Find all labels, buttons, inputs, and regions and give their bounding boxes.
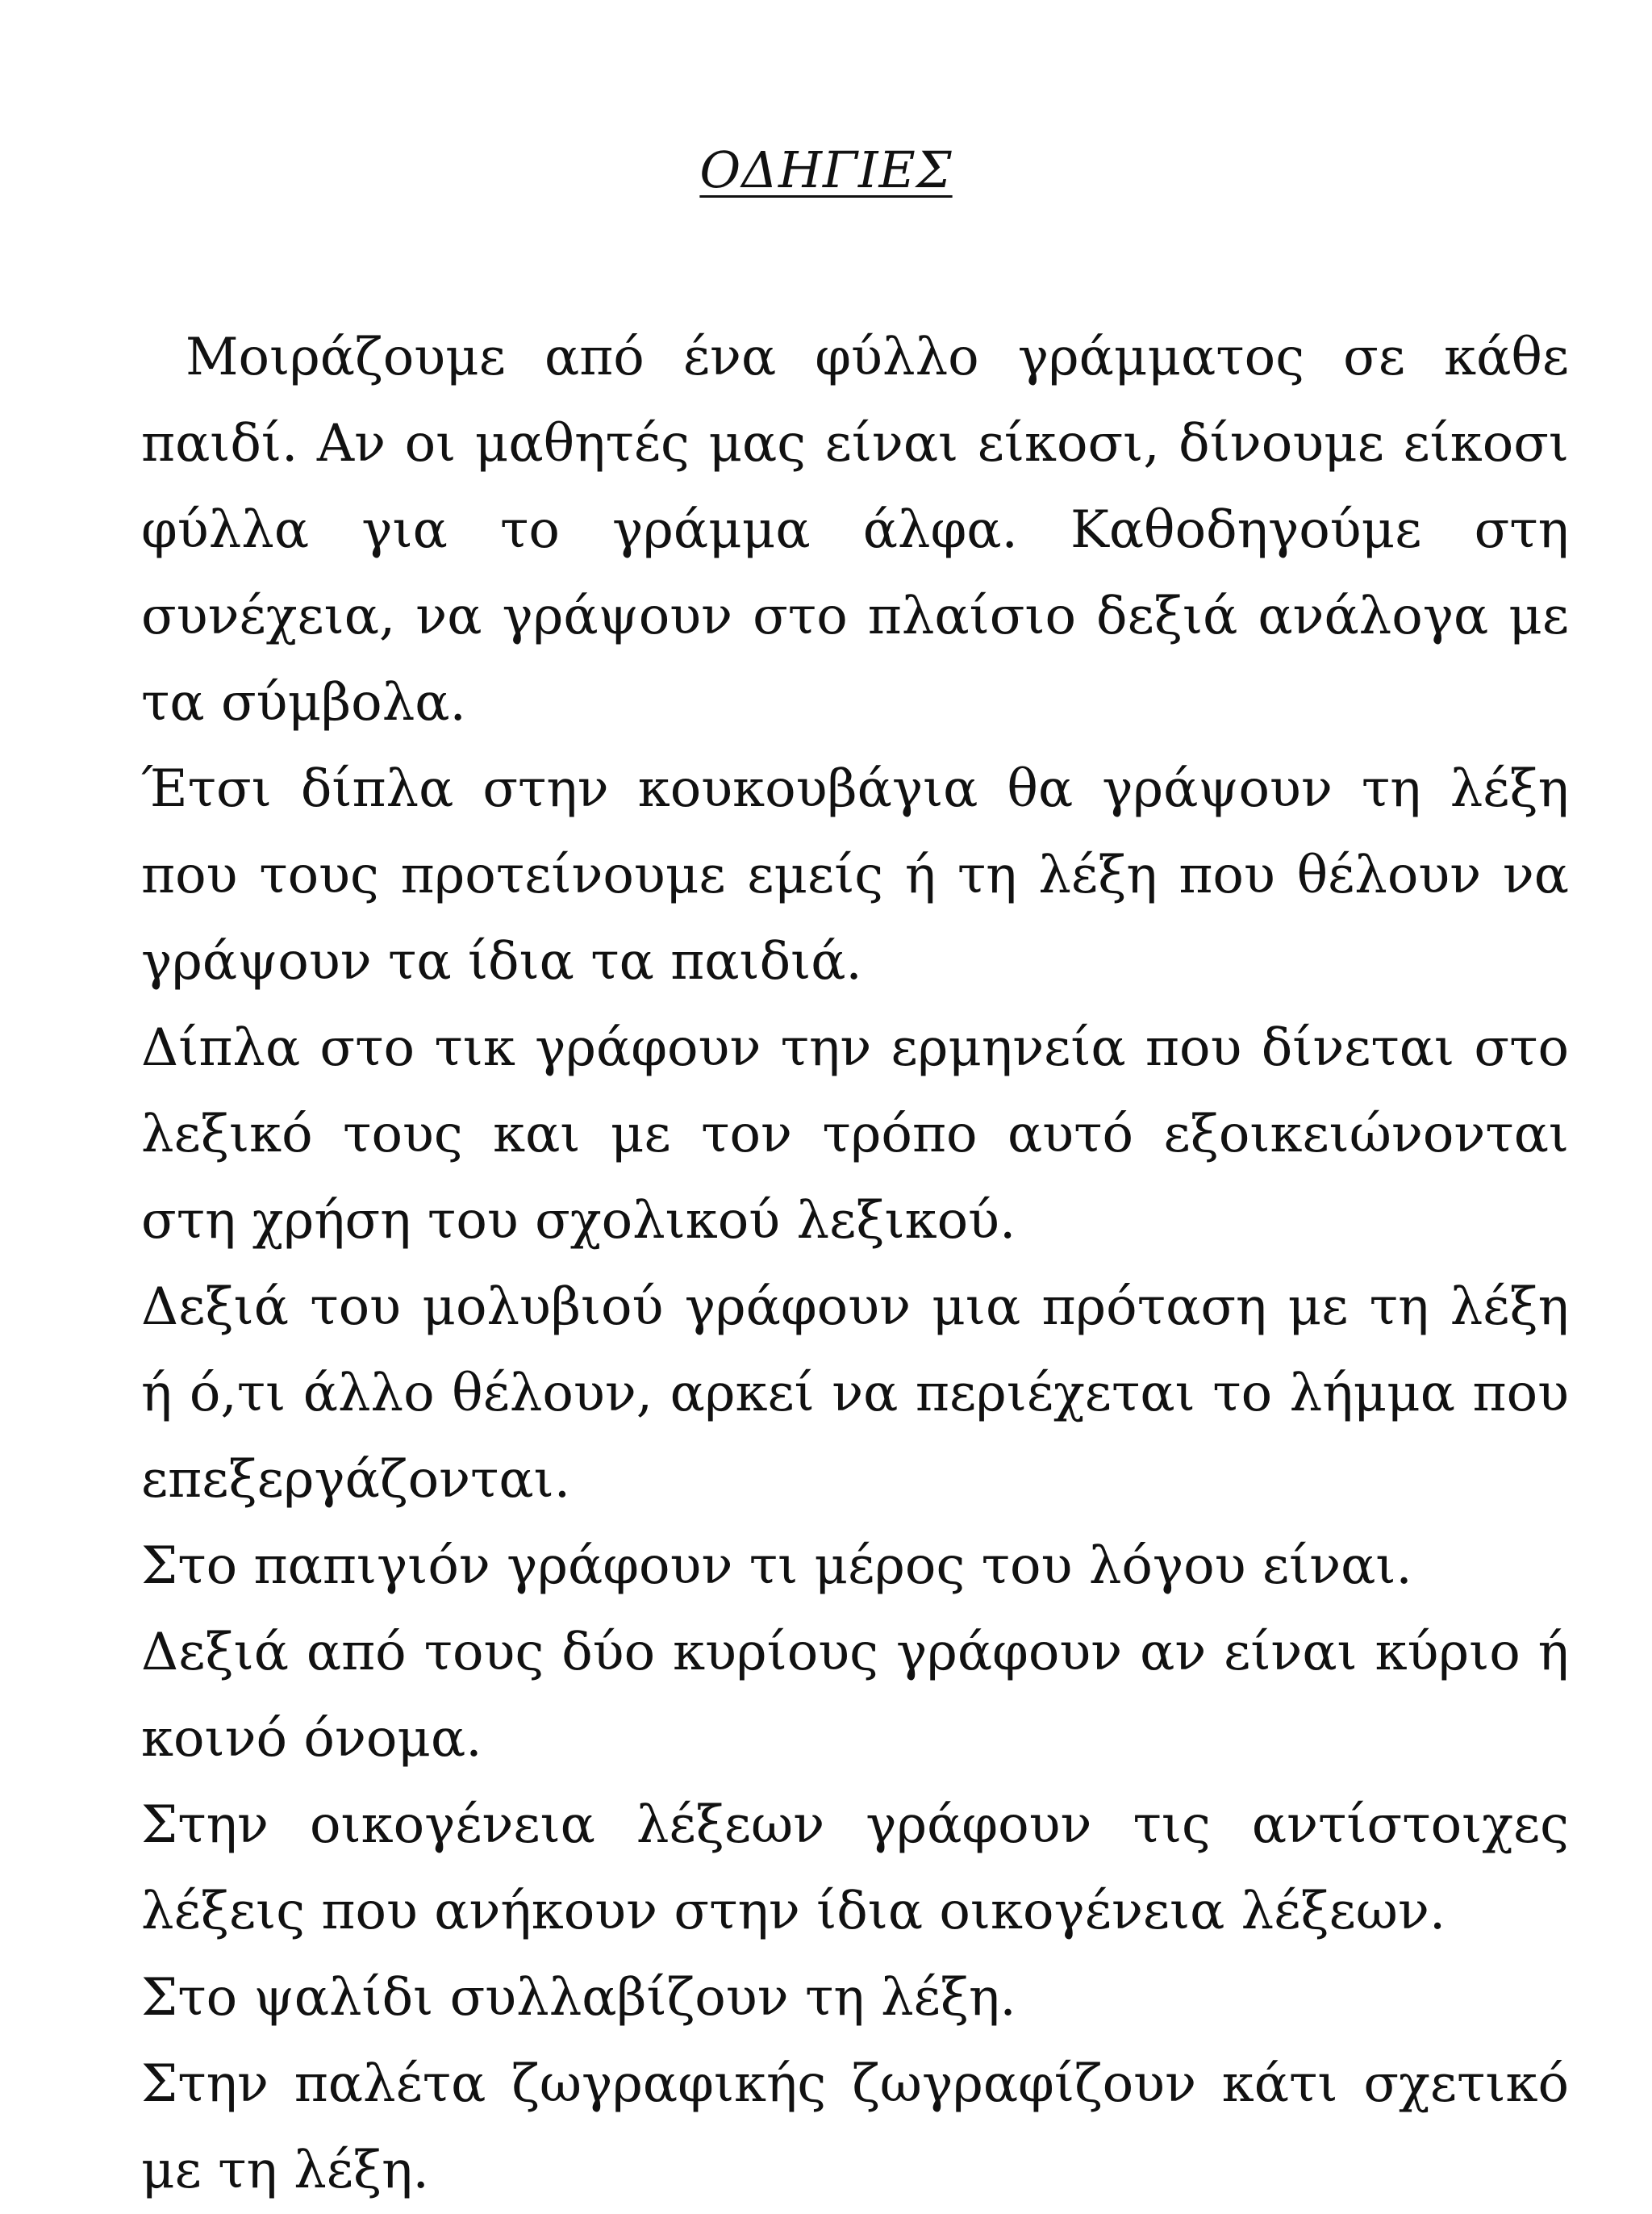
paragraph-palette: Στην παλέτα ζωγραφικής ζωγραφίζουν κάτι σχετικό με τη λέξη. — [141, 2054, 1569, 2200]
page-title: ΟΔΗΓΙΕΣ — [699, 140, 953, 199]
paragraph-tick: Δίπλα στο τικ γράφουν την ερμηνεία που δίνεται στο λεξικό τους και με τον τρόπο αυτό εξοικειώνονται στη χρήση του σχολικού λεξικού. — [141, 1018, 1569, 1251]
paragraph-pencil: Δεξιά του μολυβιού γράφουν μια πρόταση με τη λέξη ή ό,τι άλλο θέλουν, αρκεί να περιέχεται το λήμμα που επεξεργάζονται. — [141, 1277, 1569, 1510]
paragraph-word-family: Στην οικογένεια λέξεων γράφουν τις αντίστοιχες λέξεις που ανήκουν στην ίδια οικογένεια λέξεων. — [141, 1795, 1569, 1941]
paragraph-distribution: Μοιράζουμε από ένα φύλλο γράμματος σε κάθε παιδί. Αν οι μαθητές μας είναι είκοσι, δίνουμε είκοσι φύλλα για το γράμμα άλφα. Καθοδηγούμε στη συνέχεια, να γράψουν στο πλαίσιο δεξιά ανάλογα με τα σύμβολα. — [141, 328, 1569, 733]
paragraph-bowtie: Στο παπιγιόν γράφουν τι μέρος του λόγου είναι. — [141, 1536, 1412, 1596]
paragraph-owl: Έτσι δίπλα στην κουκουβάγια θα γράψουν τη λέξη που τους προτείνουμε εμείς ή τη λέξη που θέλουν να γράψουν τα ίδια τα παιδιά. — [141, 759, 1569, 992]
instructions-body — [141, 315, 1569, 2214]
paragraph-scissors: Στο ψαλίδι συλλαβίζουν τη λέξη. — [141, 1968, 1016, 2028]
paragraph-two-men: Δεξιά από τους δύο κυρίους γράφουν αν είναι κύριο ή κοινό όνομα. — [141, 1623, 1569, 1769]
